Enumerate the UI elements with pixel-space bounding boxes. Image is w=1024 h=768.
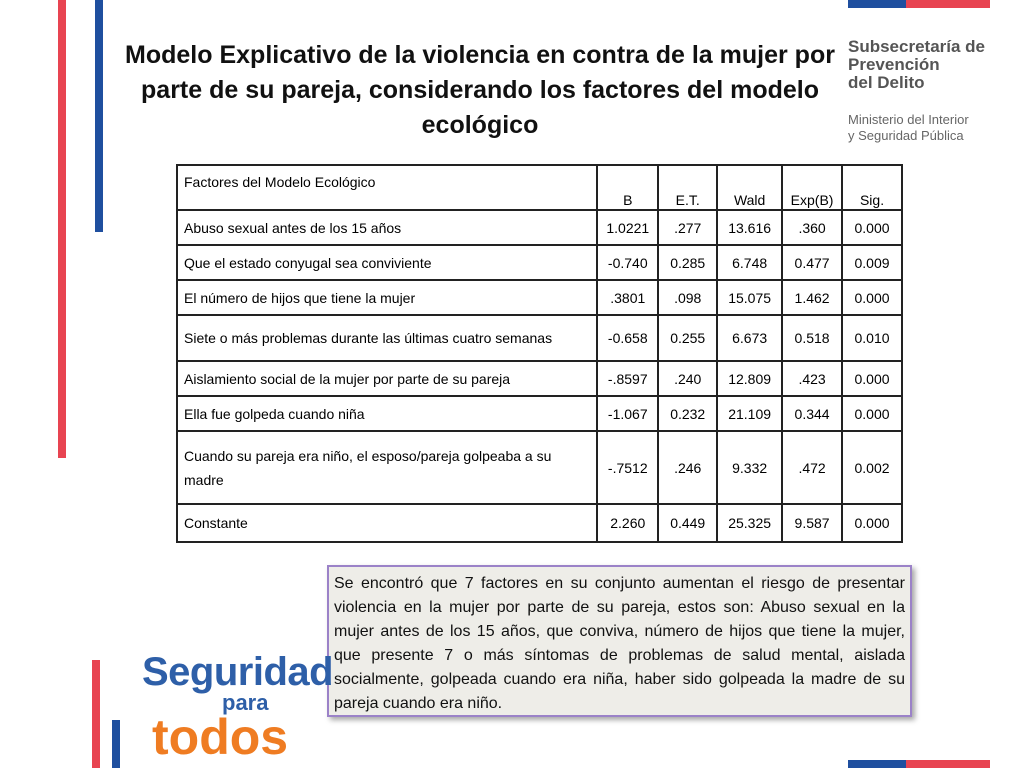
table-cell: 12.809 xyxy=(717,361,782,396)
table-cell: 0.255 xyxy=(658,315,717,361)
factor-cell: Ella fue golpeda cuando niña xyxy=(177,396,597,431)
table-cell: 6.673 xyxy=(717,315,782,361)
page-title: Modelo Explicativo de la violencia en contra de la mujer por parte de su pareja, considerando los factores del modelo ecológico xyxy=(125,41,835,139)
table-header-cell: Wald xyxy=(717,165,782,210)
table-cell: 0.000 xyxy=(842,280,902,315)
table-cell: 9.332 xyxy=(717,431,782,504)
table-cell: 0.232 xyxy=(658,396,717,431)
table-cell: 13.616 xyxy=(717,210,782,245)
summary-textbox: Se encontró que 7 factores en su conjunto aumentan el riesgo de presentar violencia en la mujer por parte de su pareja, estos son: Abuso sexual en la mujer antes de los 15 años, que conviva, número de hijos que tiene la mujer, que presente 7 o más síntomas de problemas de salud mental, aislada socialmente, golpeada cuando era niña, haber sido golpeada la madre de su pareja cuando era niño. xyxy=(327,565,912,717)
table-cell: 0.285 xyxy=(658,245,717,280)
table-cell: -0.658 xyxy=(597,315,658,361)
table-cell: 25.325 xyxy=(717,504,782,542)
bottom-blue-stripe xyxy=(112,720,120,768)
table-header-cell: Sig. xyxy=(842,165,902,210)
table-cell: .3801 xyxy=(597,280,658,315)
regression-table xyxy=(176,164,903,543)
table-row xyxy=(177,315,902,361)
table-row xyxy=(177,280,902,315)
factor-cell: Cuando su pareja era niño, el esposo/pareja golpeaba a su madre xyxy=(177,431,597,504)
table-cell: 0.000 xyxy=(842,504,902,542)
factor-cell: El número de hijos que tiene la mujer xyxy=(177,280,597,315)
table-row xyxy=(177,210,902,245)
org-logo xyxy=(848,38,1018,144)
table-header-cell: E.T. xyxy=(658,165,717,210)
table-cell: 0.009 xyxy=(842,245,902,280)
table-cell: 1.0221 xyxy=(597,210,658,245)
table-cell: .360 xyxy=(782,210,842,245)
table-cell: .098 xyxy=(658,280,717,315)
table-row xyxy=(177,431,902,504)
table-cell: 15.075 xyxy=(717,280,782,315)
table-cell: .246 xyxy=(658,431,717,504)
table-header-cell: Exp(B) xyxy=(782,165,842,210)
table-cell: -.8597 xyxy=(597,361,658,396)
table-cell: 0.000 xyxy=(842,210,902,245)
table-cell: 0.449 xyxy=(658,504,717,542)
table-cell: -0.740 xyxy=(597,245,658,280)
top-blue-bar xyxy=(848,0,906,8)
left-red-stripe xyxy=(58,0,66,458)
table-row xyxy=(177,396,902,431)
table-cell: 0.000 xyxy=(842,396,902,431)
table-cell: 6.748 xyxy=(717,245,782,280)
bottom-blue-bar xyxy=(848,760,906,768)
left-blue-stripe xyxy=(95,0,103,232)
factor-cell: Que el estado conyugal sea conviviente xyxy=(177,245,597,280)
org-name: Subsecretaría de Prevención del Delito xyxy=(848,37,986,92)
table-cell: 0.002 xyxy=(842,431,902,504)
table-cell: 9.587 xyxy=(782,504,842,542)
factor-cell: Siete o más problemas durante las últimas cuatro semanas xyxy=(177,315,597,361)
factor-cell: Aislamiento social de la mujer por parte de su pareja xyxy=(177,361,597,396)
table-cell: 21.109 xyxy=(717,396,782,431)
table-cell: 0.344 xyxy=(782,396,842,431)
seguridad-para-todos-logo: Seguridad para todos xyxy=(142,650,334,765)
table-header-cell: Factores del Modelo Ecológico xyxy=(177,165,597,210)
table-cell: 0.518 xyxy=(782,315,842,361)
table-cell: 0.010 xyxy=(842,315,902,361)
ministry-name: Ministerio del Interior y Seguridad Pública xyxy=(848,112,969,143)
table-row xyxy=(177,245,902,280)
table-cell: .277 xyxy=(658,210,717,245)
table-cell: .240 xyxy=(658,361,717,396)
table-cell: .423 xyxy=(782,361,842,396)
table-cell: 0.000 xyxy=(842,361,902,396)
bottom-red-stripe xyxy=(92,660,100,768)
table-cell: -1.067 xyxy=(597,396,658,431)
factor-cell: Constante xyxy=(177,504,597,542)
top-red-bar xyxy=(906,0,990,8)
bottom-red-bar xyxy=(906,760,990,768)
table-header-cell: B xyxy=(597,165,658,210)
table-cell: 0.477 xyxy=(782,245,842,280)
factor-cell: Abuso sexual antes de los 15 años xyxy=(177,210,597,245)
table-cell: -.7512 xyxy=(597,431,658,504)
table-header-row xyxy=(177,165,902,210)
table-row xyxy=(177,504,902,542)
table-row xyxy=(177,361,902,396)
table-cell: .472 xyxy=(782,431,842,504)
table-cell: 1.462 xyxy=(782,280,842,315)
table-cell: 2.260 xyxy=(597,504,658,542)
